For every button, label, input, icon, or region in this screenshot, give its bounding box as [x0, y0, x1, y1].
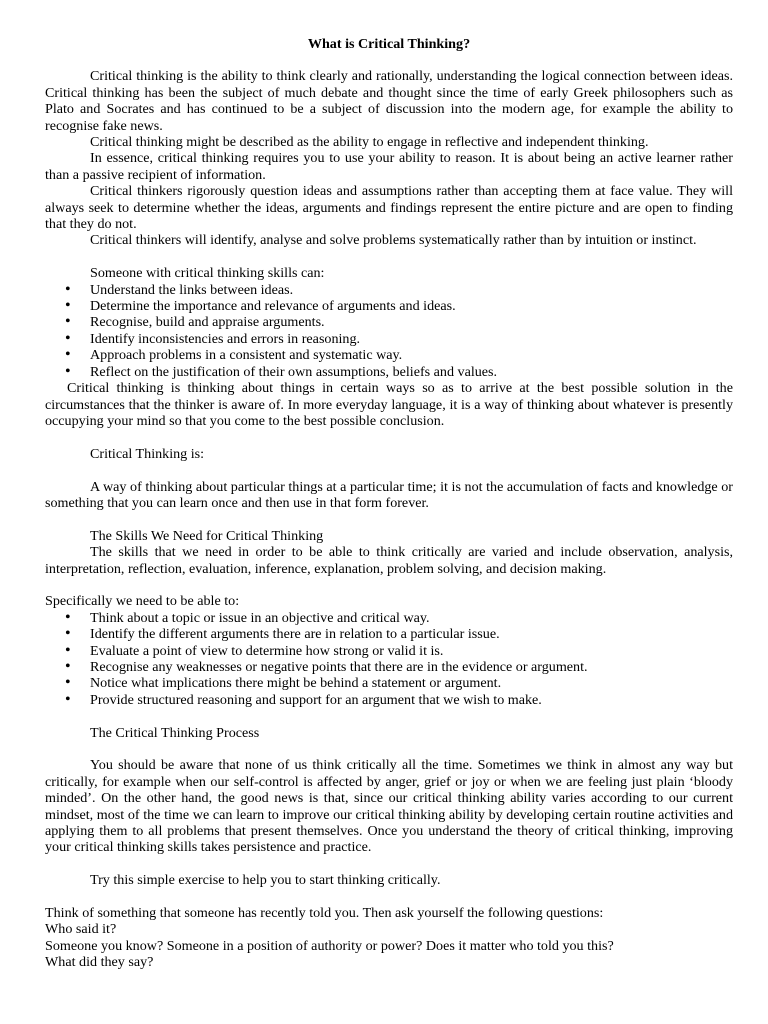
- definition-paragraph: A way of thinking about particular things at a particular time; it is not the accumulation of facts and knowledge or something that you can learn once and then use in that form forever.: [45, 478, 733, 511]
- exercise-line: Think of something that someone has recently told you. Then ask yourself the following questions:: [45, 904, 604, 921]
- list-item: • Recognise, build and appraise arguments.: [45, 314, 733, 330]
- list-item: • Think about a topic or issue in an objective and critical way.: [45, 610, 733, 626]
- skills-intro: Someone with critical thinking skills can:: [90, 265, 325, 282]
- skills-paragraph: The skills that we need in order to be able to think critically are varied and include observation, analysis, interpretation, reflection, evaluation, inference, explanation, problem solving, and decision making.: [45, 544, 733, 577]
- list-item: • Notice what implications there might be behind a statement or argument.: [45, 675, 733, 691]
- needs-intro: Specifically we need to be able to:: [45, 593, 240, 610]
- exercise-line: What did they say?: [45, 954, 154, 971]
- definition-heading: Critical Thinking is:: [90, 445, 205, 462]
- list-item: • Provide structured reasoning and support for an argument that we wish to make.: [45, 692, 733, 708]
- list-item: • Determine the importance and relevance of arguments and ideas.: [45, 298, 733, 314]
- intro-paragraph: Critical thinking is the ability to think clearly and rationally, understanding the logical connection between ideas. Critical thinking has been the subject of much debate and thought since the time of early Greek philosophers such as Plato and Socrates and has continued to be a subject of discussion into the modern age, for example the ability to recognise fake news.: [45, 68, 733, 134]
- list-item: • Reflect on the justification of their own assumptions, beliefs and values.: [45, 364, 733, 380]
- exercise-line: Who said it?: [45, 921, 117, 938]
- intro-paragraph: Critical thinkers rigorously question ideas and assumptions rather than accepting them at face value. They will always seek to determine whether the ideas, arguments and findings represent the entire picture and are open to finding that they do not.: [45, 183, 733, 233]
- exercise-line: Someone you know? Someone in a position of authority or power? Does it matter who told you this?: [45, 937, 614, 954]
- skills-heading: The Skills We Need for Critical Thinking: [90, 527, 324, 544]
- document-title: What is Critical Thinking?: [307, 36, 471, 52]
- list-item: • Recognise any weaknesses or negative points that there are in the evidence or argument.: [45, 659, 733, 675]
- intro-paragraph: In essence, critical thinking requires you to use your ability to reason. It is about being an active learner rather than a passive recipient of information.: [45, 150, 733, 183]
- needs-list: [45, 610, 733, 708]
- intro-paragraph: Critical thinking might be described as the ability to engage in reflective and independent thinking.: [90, 134, 649, 151]
- intro-paragraph: Critical thinkers will identify, analyse and solve problems systematically rather than by intuition or instinct.: [90, 232, 697, 249]
- exercise-intro: Try this simple exercise to help you to start thinking critically.: [90, 872, 441, 889]
- list-item: • Approach problems in a consistent and systematic way.: [45, 347, 733, 363]
- skills-list: [45, 282, 733, 380]
- list-item: • Evaluate a point of view to determine how strong or valid it is.: [45, 643, 733, 659]
- list-item: • Identify inconsistencies and errors in reasoning.: [45, 331, 733, 347]
- process-paragraph: You should be aware that none of us think critically all the time. Sometimes we think in almost any way but critically, for example when our self-control is affected by anger, grief or joy or when we are feeling just plain ‘bloody minded’. On the other hand, the good news is that, since our critical thinking ability varies according to our current mindset, most of the time we can learn to improve our critical thinking ability by developing certain routine activities and applying them to all problems that present themselves. Once you understand the theory of critical thinking, improving your critical thinking skills takes persistence and practice.: [45, 757, 733, 856]
- list-item: • Identify the different arguments there are in relation to a particular issue.: [45, 626, 733, 642]
- summary-paragraph: Critical thinking is thinking about things in certain ways so as to arrive at the best possible solution in the circumstances that the thinker is aware of. In more everyday language, it is a way of thinking about whatever is presently occupying your mind so that you come to the best possible conclusion.: [45, 380, 733, 429]
- process-heading: The Critical Thinking Process: [90, 724, 260, 741]
- list-item: • Understand the links between ideas.: [45, 282, 733, 298]
